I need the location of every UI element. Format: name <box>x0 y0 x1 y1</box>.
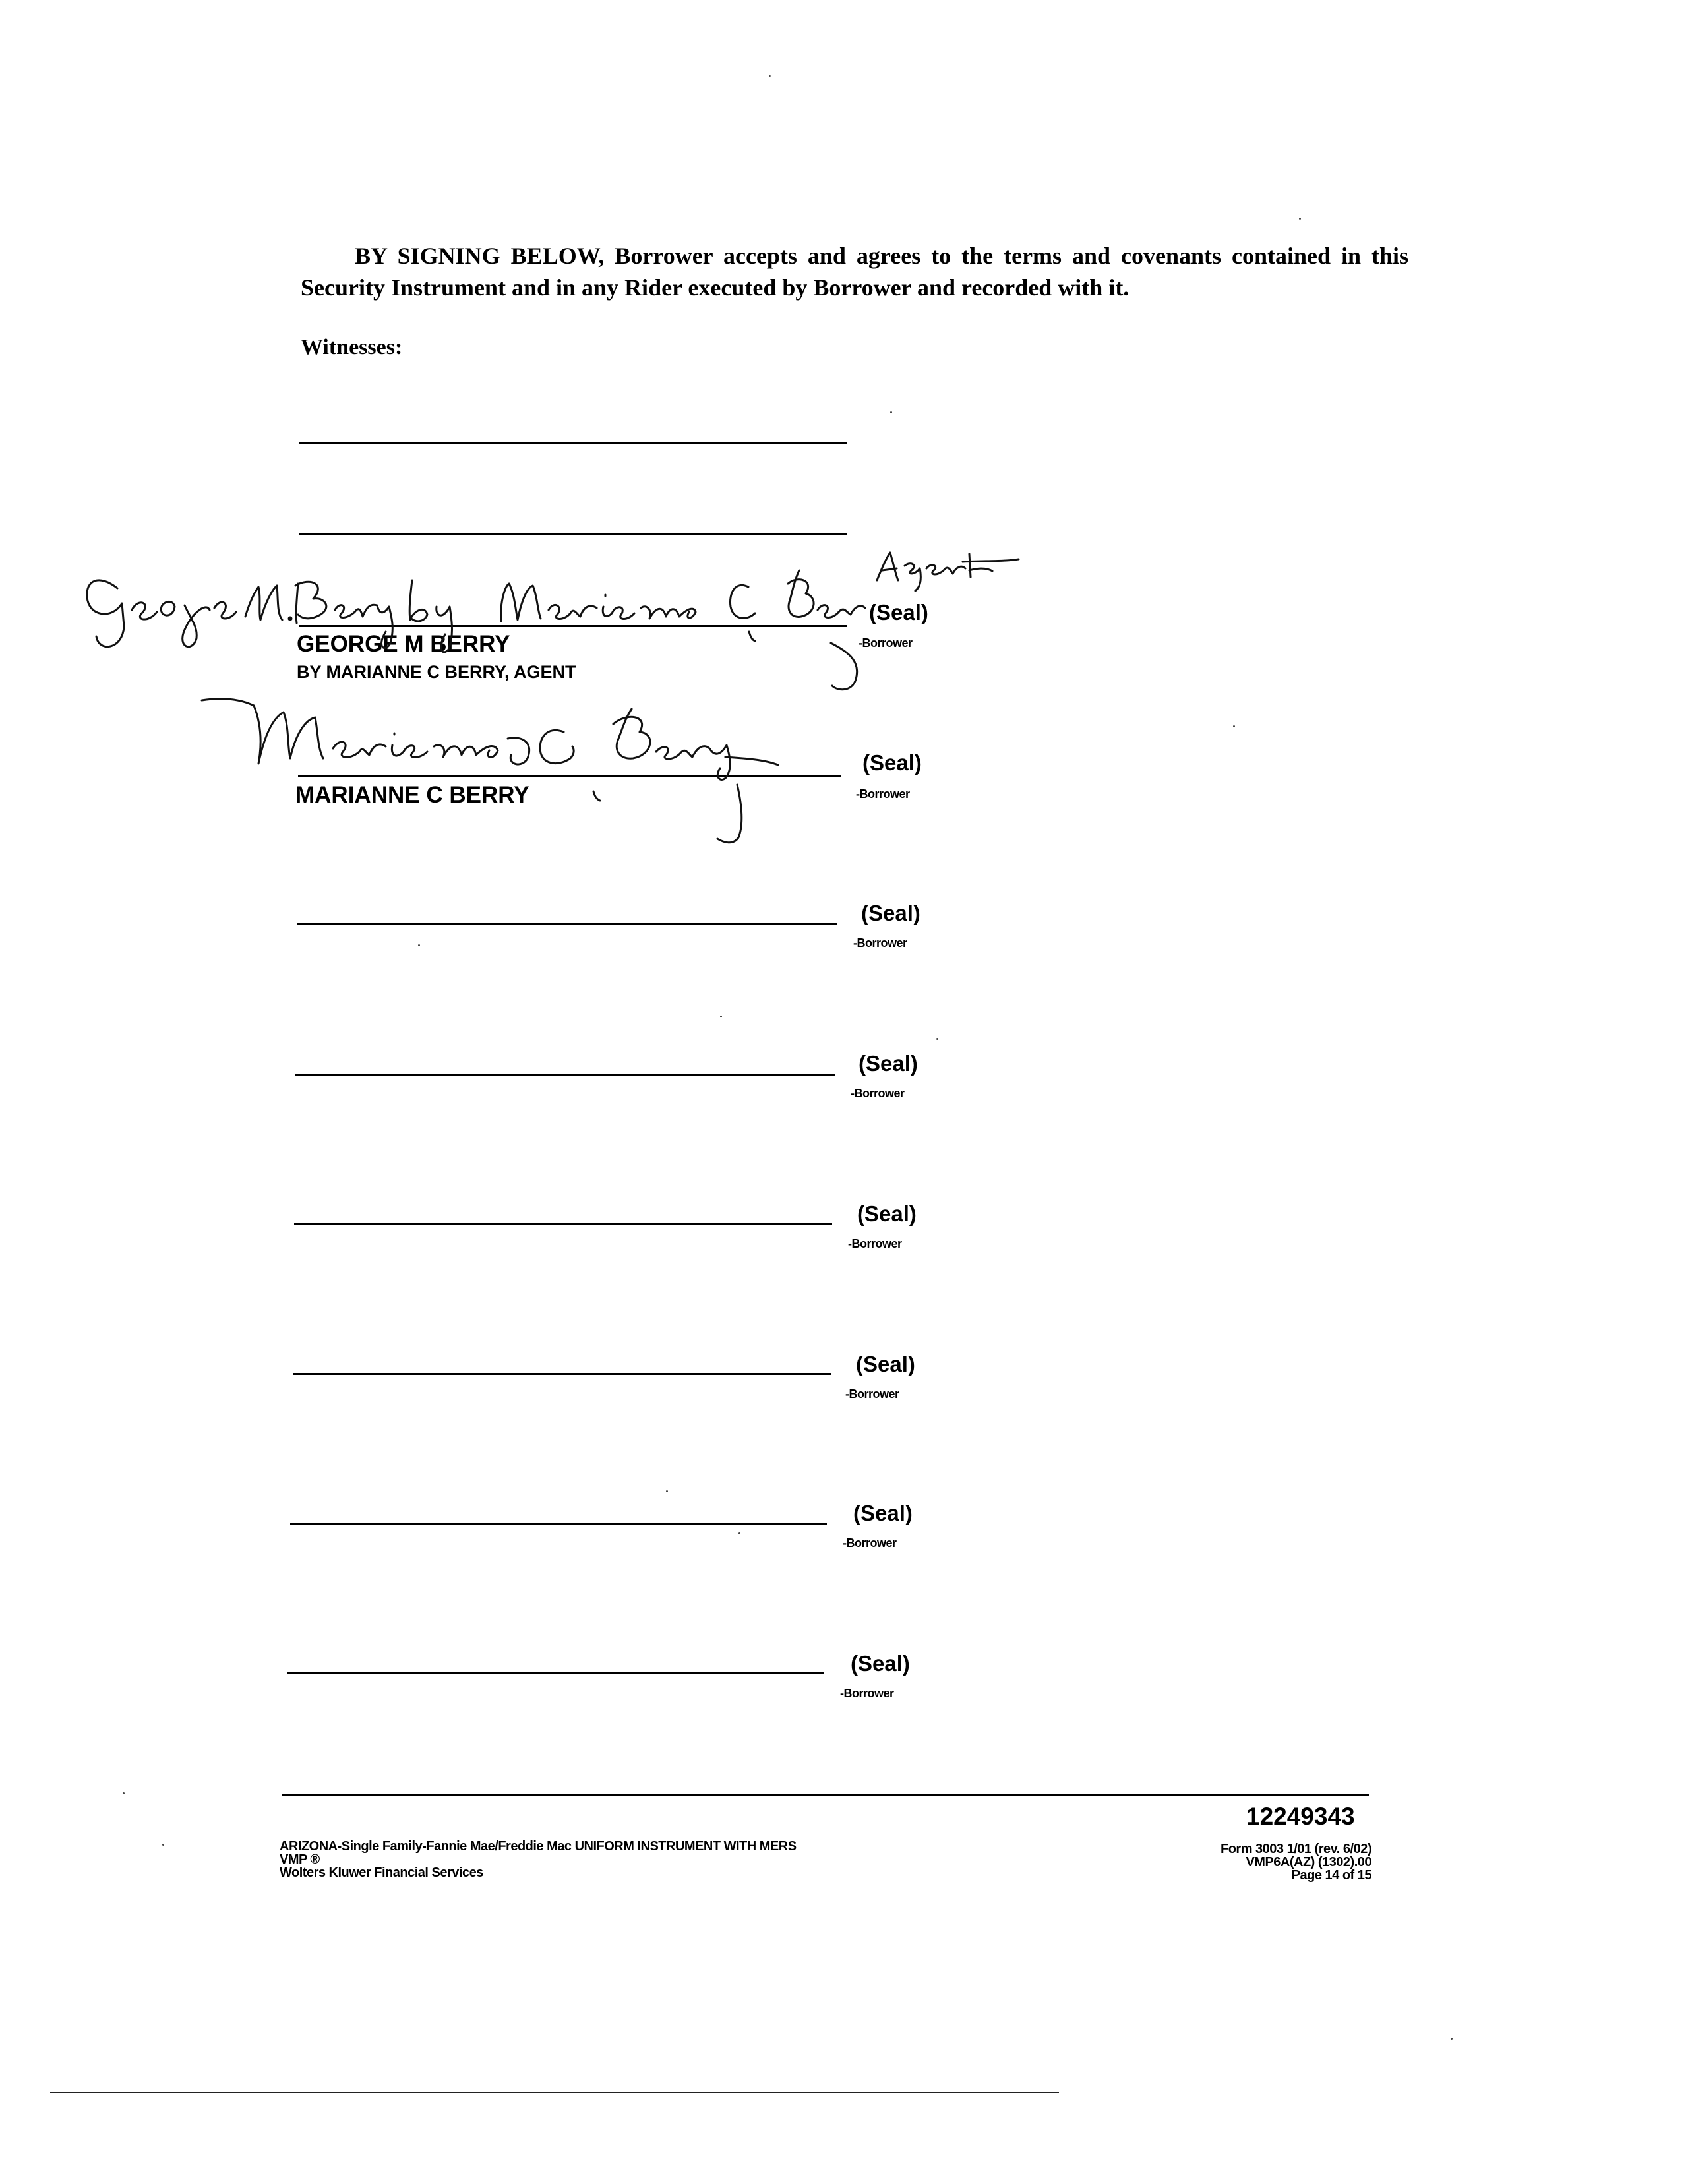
loan-number: 12249343 <box>1246 1803 1355 1830</box>
borrower-label: -Borrower <box>851 1087 905 1100</box>
seal-label: (Seal) <box>851 1651 910 1676</box>
footer-vmp-mark: VMP ® <box>280 1852 320 1867</box>
signer-name-marianne: MARIANNE C BERRY <box>295 782 529 808</box>
signer-name-george: GEORGE M BERRY <box>297 631 510 657</box>
borrower-label: -Borrower <box>843 1536 897 1550</box>
scan-speck <box>162 1844 164 1846</box>
borrower-label: -Borrower <box>853 936 907 950</box>
signature-george-m-berry <box>87 553 1019 690</box>
signer-subtitle-george: BY MARIANNE C BERRY, AGENT <box>297 662 576 682</box>
scan-speck <box>720 1016 722 1017</box>
footer-form-title: ARIZONA-Single Family-Fannie Mae/Freddie Mac UNIFORM INSTRUMENT WITH MERS <box>280 1839 797 1854</box>
scan-speck <box>418 944 420 946</box>
footer-rule <box>282 1794 1369 1796</box>
signature-marianne-c-berry <box>202 699 778 843</box>
scan-speck <box>1451 2038 1453 2040</box>
borrower-label: -Borrower <box>859 636 913 650</box>
borrower-label: -Borrower <box>856 787 910 801</box>
borrower-label: -Borrower <box>840 1687 894 1700</box>
seal-label: (Seal) <box>869 600 928 624</box>
footer-form-code: VMP6A(AZ) (1302).00 <box>1246 1855 1372 1869</box>
scan-speck <box>936 1038 938 1040</box>
seal-label: (Seal) <box>862 750 922 775</box>
scan-speck <box>123 1792 125 1794</box>
scan-speck <box>666 1490 668 1492</box>
scan-speck <box>1233 725 1235 727</box>
scan-speck <box>890 411 892 413</box>
witnesses-label: Witnesses: <box>301 335 403 359</box>
footer-form-number: Form 3003 1/01 (rev. 6/02) <box>1221 1842 1372 1856</box>
borrower-label: -Borrower <box>848 1237 902 1250</box>
scan-speck <box>738 1532 740 1534</box>
seal-label: (Seal) <box>859 1051 918 1076</box>
intro-lead: BY SIGNING BELOW, <box>355 243 605 269</box>
scan-artifact-line <box>50 2092 1059 2093</box>
scan-speck <box>769 75 771 77</box>
seal-label: (Seal) <box>861 901 920 925</box>
footer-form-description <box>280 1840 797 1879</box>
page-number: Page 14 of 15 <box>1291 1868 1372 1883</box>
borrower-label: -Borrower <box>845 1387 899 1401</box>
seal-label: (Seal) <box>857 1201 917 1226</box>
intro-text-2: Security Instrument and in any Rider executed by Borrower and recorded with it. <box>301 274 1130 301</box>
footer-publisher: Wolters Kluwer Financial Services <box>280 1866 483 1880</box>
seal-label: (Seal) <box>853 1501 913 1525</box>
seal-label: (Seal) <box>856 1352 915 1376</box>
intro-text-1: Borrower accepts and agrees to the terms and covenants contained in this <box>615 243 1409 269</box>
scan-speck <box>1299 218 1301 220</box>
footer-form-info <box>1121 1842 1372 1882</box>
